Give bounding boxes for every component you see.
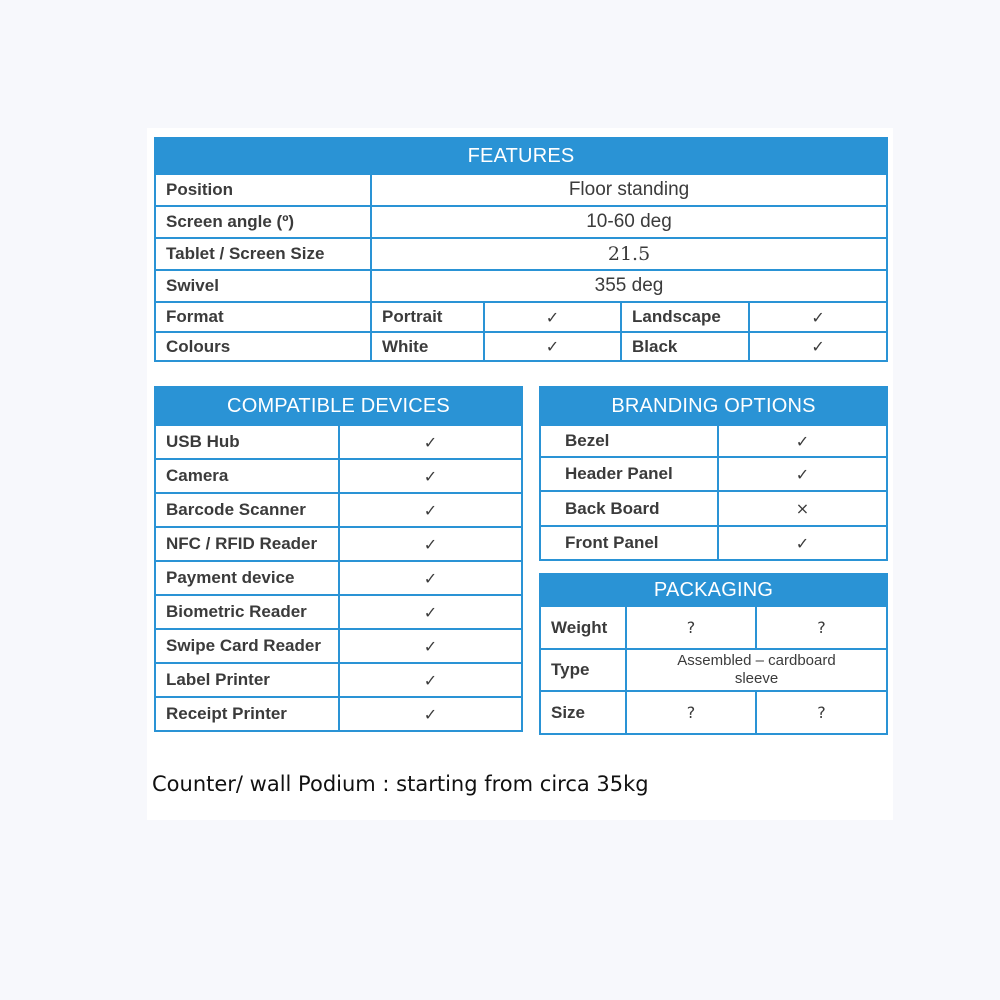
table-row: [155, 663, 522, 697]
table-row: [155, 697, 522, 731]
table-row: [155, 238, 887, 270]
branding-label: Bezel: [540, 425, 718, 457]
table-row: [155, 561, 522, 595]
check-icon: ✓: [339, 425, 522, 459]
size-value-2: ?: [756, 691, 887, 734]
position-value: Floor standing: [371, 174, 887, 206]
position-label: Position: [155, 174, 371, 206]
packaging-table: [539, 573, 888, 735]
colours-black-check-icon: ✓: [749, 332, 887, 361]
table-row: [155, 595, 522, 629]
table-row: [155, 302, 887, 332]
device-label: Barcode Scanner: [155, 493, 339, 527]
table-row: [540, 425, 887, 457]
table-row: [155, 425, 522, 459]
weight-value-2: ?: [756, 606, 887, 649]
features-title: FEATURES: [155, 138, 887, 174]
table-row: [540, 526, 887, 560]
compatible-devices-table: [154, 386, 523, 732]
device-label: Swipe Card Reader: [155, 629, 339, 663]
check-icon: ✓: [339, 493, 522, 527]
device-label: Camera: [155, 459, 339, 493]
colours-black-label: Black: [621, 332, 749, 361]
device-label: Receipt Printer: [155, 697, 339, 731]
type-label: Type: [540, 649, 626, 691]
table-row: [540, 457, 887, 491]
device-label: Biometric Reader: [155, 595, 339, 629]
table-row: [155, 206, 887, 238]
check-icon: ✓: [339, 629, 522, 663]
table-row: [155, 527, 522, 561]
check-icon: ✓: [718, 526, 887, 560]
device-label: USB Hub: [155, 425, 339, 459]
check-icon: ✓: [339, 459, 522, 493]
swivel-value: 355 deg: [371, 270, 887, 302]
table-row: [540, 649, 887, 691]
check-icon: ✓: [718, 457, 887, 491]
screen-angle-label: Screen angle (º): [155, 206, 371, 238]
colours-label: Colours: [155, 332, 371, 361]
compatible-devices-title: COMPATIBLE DEVICES: [155, 387, 522, 425]
table-row: [155, 270, 887, 302]
check-icon: ✓: [339, 697, 522, 731]
branding-label: Header Panel: [540, 457, 718, 491]
branding-options-table: [539, 386, 888, 561]
branding-label: Front Panel: [540, 526, 718, 560]
type-value: Assembled – cardboard sleeve: [626, 649, 887, 691]
table-row: [155, 629, 522, 663]
screen-size-value: 21.5: [371, 238, 887, 270]
colours-white-label: White: [371, 332, 484, 361]
format-label: Format: [155, 302, 371, 332]
packaging-title: PACKAGING: [540, 574, 887, 606]
features-table: [154, 137, 888, 362]
format-landscape-label: Landscape: [621, 302, 749, 332]
check-icon: ✓: [718, 425, 887, 457]
device-label: Label Printer: [155, 663, 339, 697]
screen-angle-value: 10-60 deg: [371, 206, 887, 238]
size-value-1: ?: [626, 691, 756, 734]
format-portrait-label: Portrait: [371, 302, 484, 332]
table-row: [155, 174, 887, 206]
check-icon: ✓: [339, 595, 522, 629]
swivel-label: Swivel: [155, 270, 371, 302]
colours-white-check-icon: ✓: [484, 332, 621, 361]
table-row: [540, 491, 887, 526]
cross-icon: ×: [718, 491, 887, 526]
check-icon: ✓: [339, 561, 522, 595]
table-row: [540, 606, 887, 649]
table-row: [155, 332, 887, 361]
table-row: [540, 691, 887, 734]
table-row: [155, 493, 522, 527]
screen-size-label: Tablet / Screen Size: [155, 238, 371, 270]
weight-value-1: ?: [626, 606, 756, 649]
device-label: Payment device: [155, 561, 339, 595]
footnote-text: Counter/ wall Podium : starting from circa 35kg: [152, 772, 649, 796]
branding-label: Back Board: [540, 491, 718, 526]
device-label: NFC / RFID Reader: [155, 527, 339, 561]
format-landscape-check-icon: ✓: [749, 302, 887, 332]
check-icon: ✓: [339, 527, 522, 561]
branding-options-title: BRANDING OPTIONS: [540, 387, 887, 425]
table-row: [155, 459, 522, 493]
format-portrait-check-icon: ✓: [484, 302, 621, 332]
check-icon: ✓: [339, 663, 522, 697]
size-label: Size: [540, 691, 626, 734]
weight-label: Weight: [540, 606, 626, 649]
